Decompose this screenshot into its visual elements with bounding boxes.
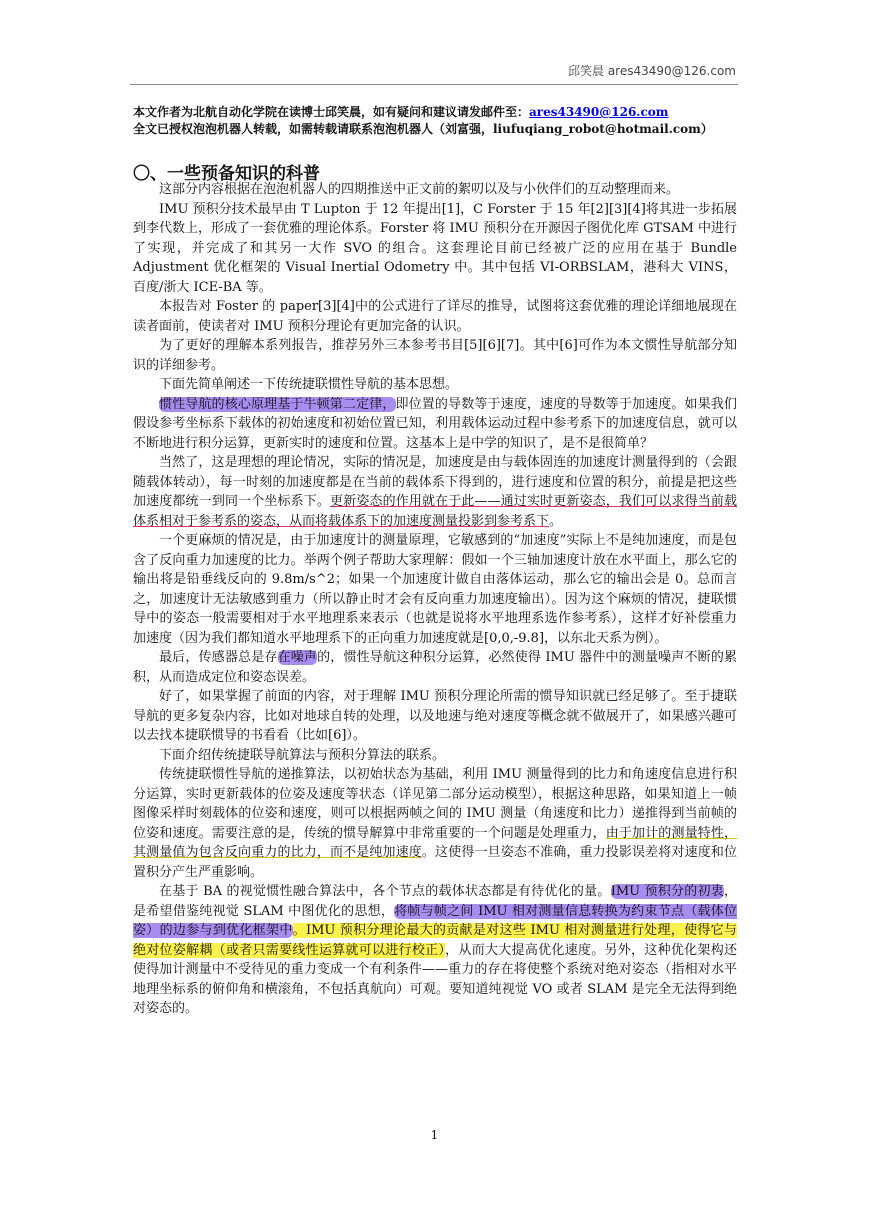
paragraph-12-text-b: 。这使得一旦姿态不准确，重力投影误差将对速度和位置积分产生严重影响。	[133, 845, 737, 880]
highlight-preintegration-purpose: IMU 预积分的初衷	[610, 884, 724, 899]
paragraph-1: 这部分内容根据在泡泡机器人的四期推送中正文前的絮叨以及与小伙伴们的互动整理而来。	[159, 182, 680, 197]
underline-attitude: 更新姿态的作用就在于此——通过实时更新姿态，我们可以求得当前载体系相对于参考系的姿态，从而将载体系下的加速度测量投影到参考系下	[133, 494, 737, 529]
paragraph-9-text-a: 最后，传感器总是存	[159, 650, 278, 665]
paragraph-6-text: 即位置的导数等于速度，速度的导数等于加速度。如果我们假设参考坐标系下载体的初始速度和初始位置已知，利用载体运动过程中参考系下的加速度信息，就可以不断地进行积分运算，更新实时的速度和位置。这基本上是中学的知识了，是不是很简单？	[133, 396, 737, 451]
paragraph-7-text: 当然了，这是理想的理论情况，实际的情况是，加速度是由与载体固连的加速度计测量得到的（会跟随载体转动），每一时刻的加速度都是在当前的载体系下得到的，进行速度和位置的积分，前提是把这些加速度都统一到同一个坐标系下。	[133, 455, 737, 509]
highlight-noise: 在噪声	[277, 650, 318, 665]
paragraph-13-text-a: 在基于 BA 的视觉惯性融合算法中，各个节点的载体状态都是有待优化的量。	[159, 884, 611, 899]
paragraph-6	[133, 395, 737, 454]
highlight-constraint-edge: 将帧与帧之间 IMU 相对测量信息转换为约束节点（载体位姿）的边参与到优化框架中	[133, 903, 737, 938]
paragraph-9-text-b: 的，惯性导航这种积分运算，必然使得 IMU 器件中的测量噪声不断的累积，从而造成定位和姿态误差。	[133, 650, 737, 685]
author-line	[133, 104, 743, 121]
paragraph-7-end: 。	[549, 513, 563, 529]
page-number: 1	[430, 1128, 439, 1142]
paragraph-2: IMU 预积分技术最早由 T Lupton 于 12 年提出[1]，C Forster 于 15 年[2][3][4]将其进一步拓展到李代数上，形成了一套优雅的理论体系。Forster 将 IMU 预积分在开源因子图优化库 GTSAM 中进行了实现，并完成了和其另一大作 SVO 的组合。这套理论目前已经被广泛的应用在基于 Bundle Adjustment 优化框架的 Visual Inertial Odometry 中。其中包括 VI-ORBSLAM，港科大 VINS，百度/浙大 ICE-BA 等。	[133, 201, 737, 295]
paragraph-13-text-b: ，是希望借鉴纯视觉 SLAM 中图优化的思想，	[133, 884, 737, 919]
paragraph-7	[133, 453, 737, 531]
author-note	[133, 104, 743, 138]
paragraph-12-text-a: 传统捷联惯性导航的递推算法，以初始状态为基础，利用 IMU 测量得到的比力和角速度信息进行积分运算，实时更新载体的位姿及速度等状态（详见第二部分运动模型），根据这种思路，如果知道上一帧图像采样时刻载体的位姿和速度，则可以根据两帧之间的 IMU 测量（角速度和比力）递推得到当前帧的位姿和速度。需要注意的是，传统的惯导解算中非常重要的一个问题是处理重力，	[133, 767, 737, 841]
underline-gravity: 由于加计的测量特性，其测量值为包含反向重力的比力，而不是纯加速度	[133, 825, 737, 860]
highlight-newton: 惯性导航的核心原理基于牛顿第二定律，	[159, 396, 396, 412]
paragraph-4: 为了更好的理解本系列报告，推荐另外三本参考书目[5][6][7]。其中[6]可作为本文惯性导航部分知识的详细参考。	[133, 338, 737, 373]
body-text	[133, 180, 737, 1019]
paragraph-13-text-c: ，从而大大提高优化速度。另外，这种优化架构还使得加计测量中不受待见的重力变成一个有利条件——重力的存在将使整个系统对绝对姿态（指相对水平地理坐标系的俯仰角和横滚角，不包括真航向）可观。要知道纯视觉 VO 或者 SLAM 是完全无法得到绝对姿态的。	[133, 942, 737, 1016]
highlight-decoupling: 。IMU 预积分理论最大的贡献是对这些 IMU 相对测量进行处理，使得它与绝对位姿解耦（或者只需要线性运算就可以进行校正）	[133, 923, 737, 958]
paragraph-9	[133, 648, 737, 687]
paragraph-10: 好了，如果掌握了前面的内容，对于理解 IMU 预积分理论所需的惯导知识就已经足够了。至于捷联导航的更多复杂内容，比如对地球自转的处理，以及地速与绝对速度等概念就不做展开了，如果感兴趣可以去找本捷联惯导的书看看（比如[6]）。	[133, 689, 737, 743]
section-title: 〇、一些预备知识的科普	[133, 164, 320, 184]
paragraph-3: 本报告对 Foster 的 paper[3][4]中的公式进行了详尽的推导，试图将这套优雅的理论详细地展现在读者面前，使读者对 IMU 预积分理论有更加完备的认识。	[133, 299, 737, 334]
paragraph-12	[133, 765, 737, 882]
header-rule	[130, 84, 738, 85]
paragraph-8: 一个更麻烦的情况是，由于加速度计的测量原理，它敏感到的“加速度”实际上不是纯加速度，而是包含了反向重力加速度的比力。举两个例子帮助大家理解：假如一个三轴加速度计放在水平面上，那么它的输出将是铅垂线反向的 9.8m/s^2；如果一个加速度计做自由落体运动，那么它的输出会是 0。总而言之，加速度计无法敏感到重力（所以静止时才会有反向重力加速度输出）。因为这个麻烦的情况，捷联惯导中的姿态一般需要相对于水平地理系来表示（也就是说将水平地理系选作参考系），这样才好补偿重力加速度（因为我们都知道水平地理系下的正向重力加速度就是[0,0,-9.8]，以东北天系为例）。	[133, 533, 737, 646]
author-email-link[interactable]: ares43490@126.com	[529, 105, 669, 119]
author-contact-text: 本文作者为北航自动化学院在读博士邱笑晨，如有疑问和建议请发邮件至：	[133, 105, 530, 119]
paragraph-13	[133, 882, 737, 1019]
page-header: 邱笑晨 ares43490@126.com	[568, 64, 736, 78]
paragraph-11: 下面介绍传统捷联导航算法与预积分算法的联系。	[159, 747, 446, 763]
paragraph-5: 下面先简单阐述一下传统捷联惯性导航的基本思想。	[159, 377, 459, 392]
repost-line: 全文已授权泡泡机器人转载，如需转载请联系泡泡机器人（刘富强，liufuqiang_robot@hotmail.com）	[133, 122, 713, 136]
